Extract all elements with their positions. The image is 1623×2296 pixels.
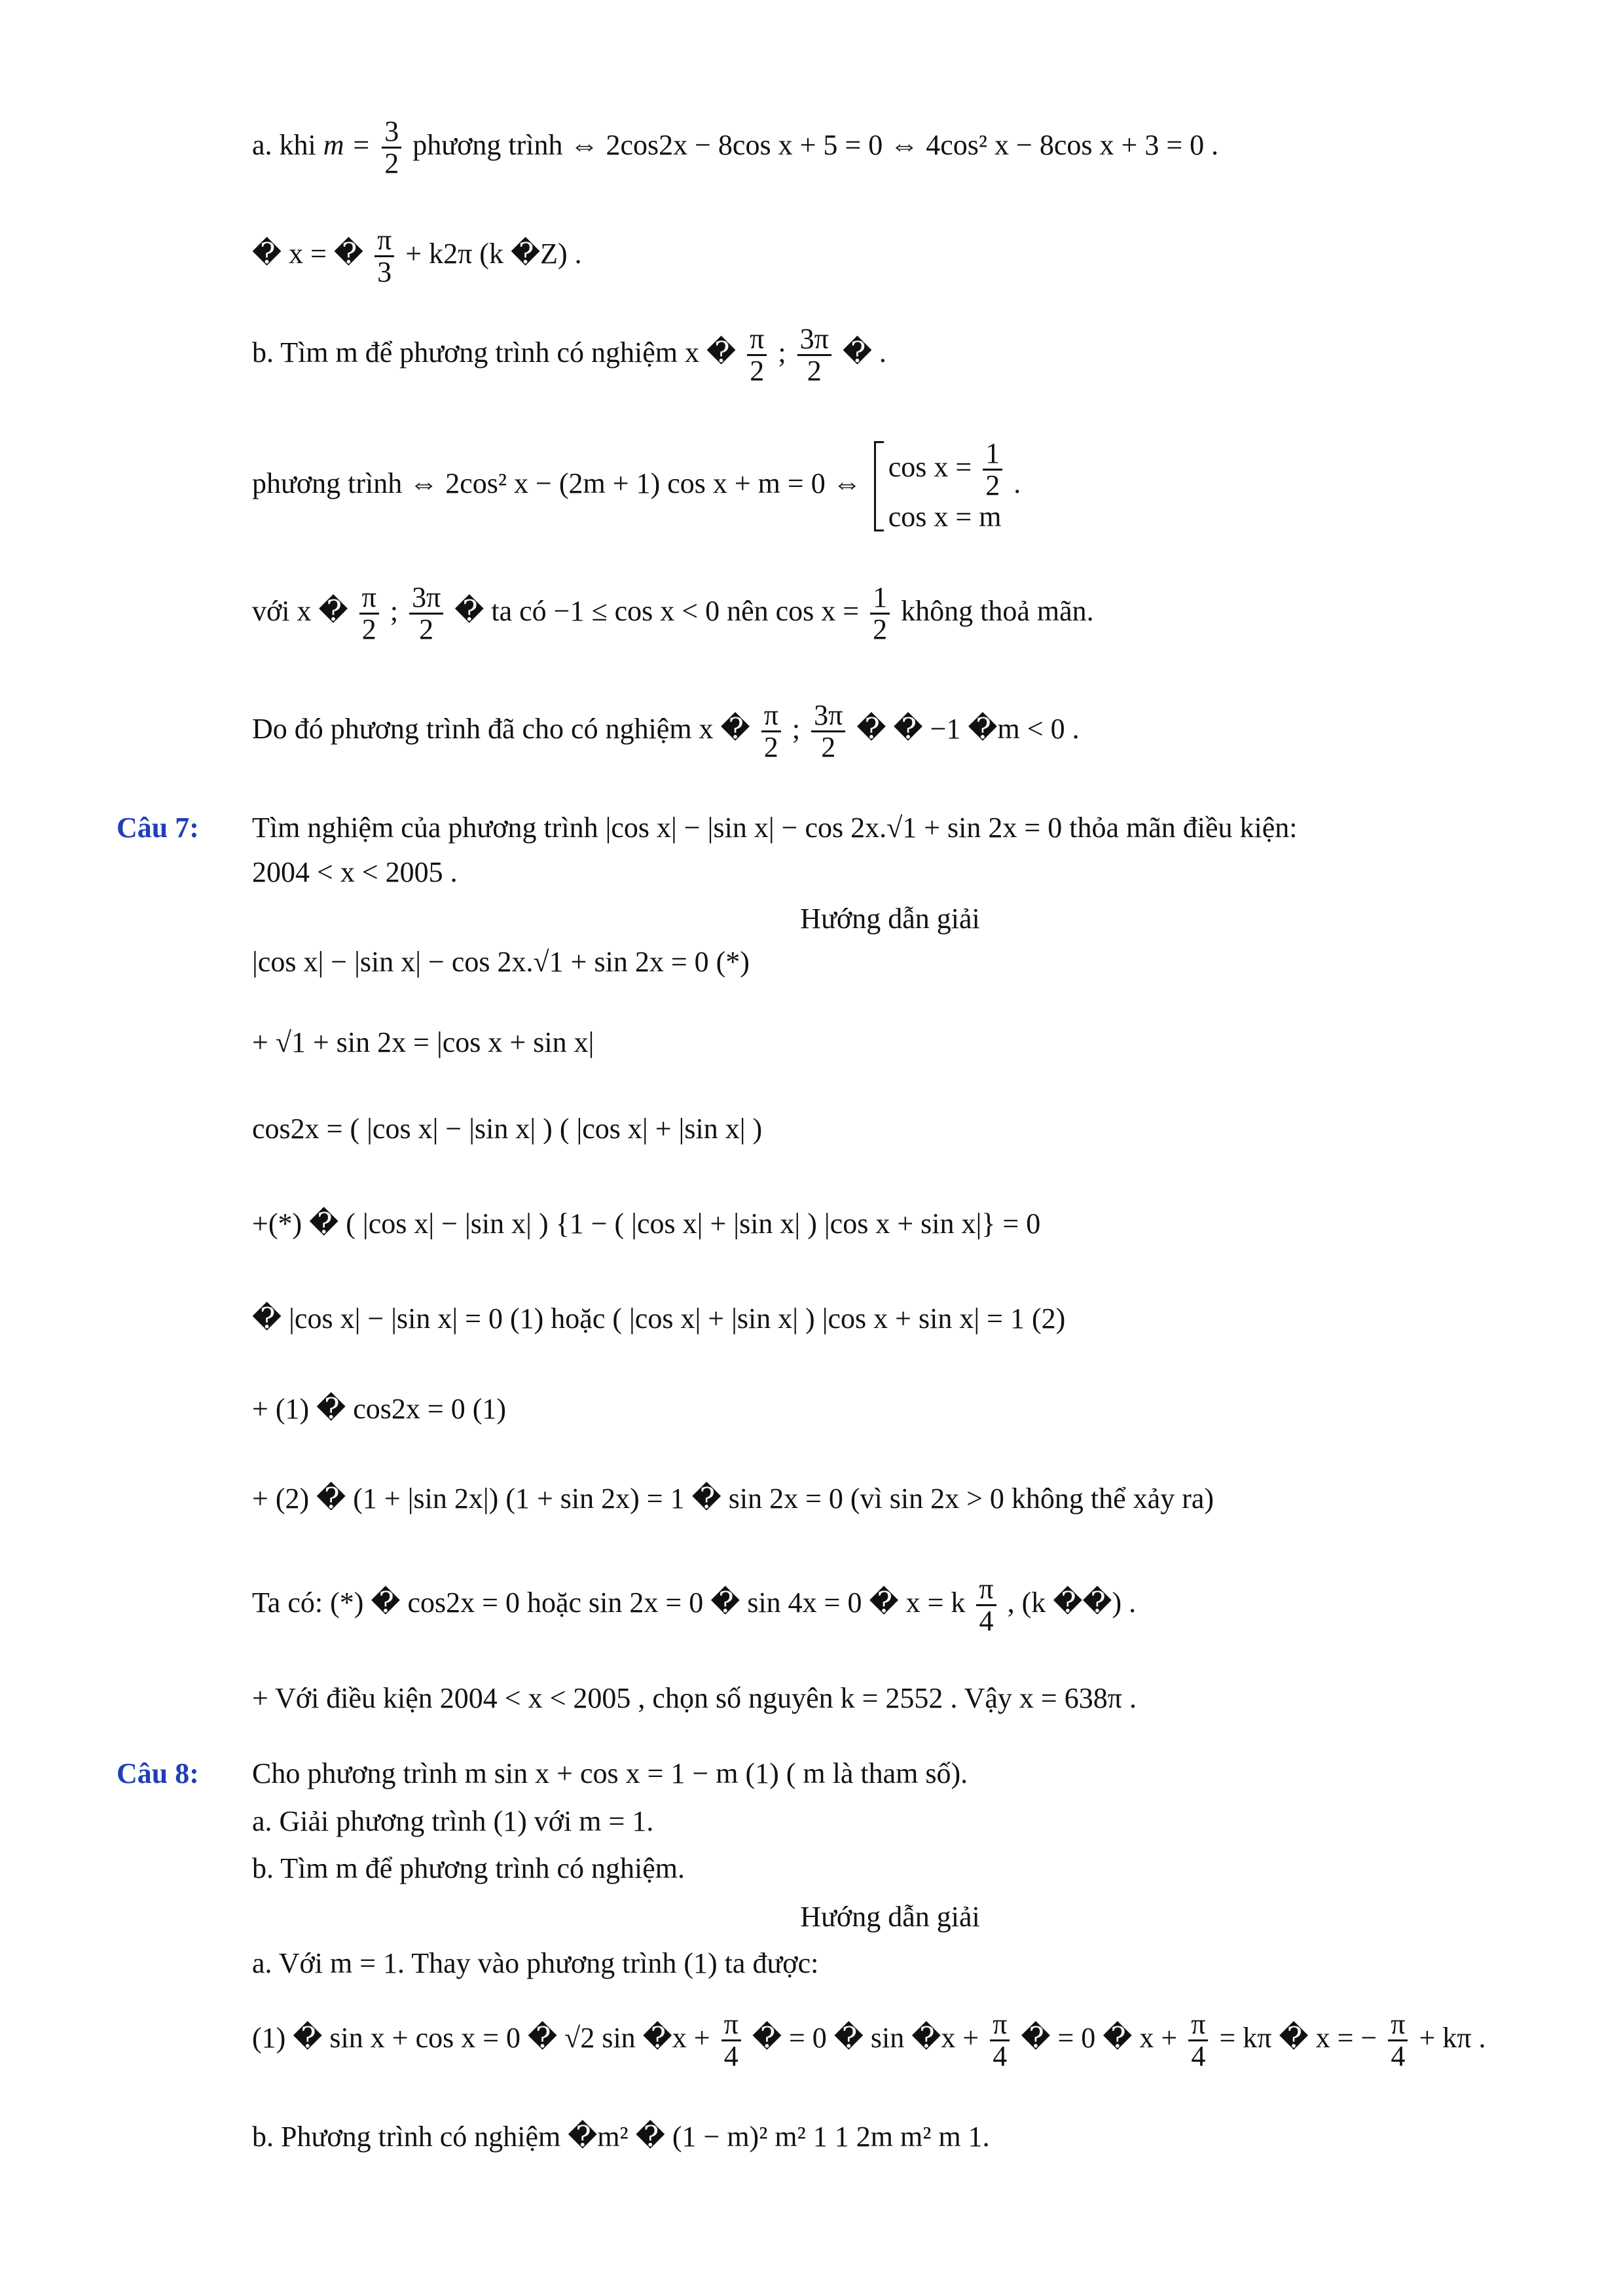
text: cos x =: [888, 450, 972, 483]
text: � � −1 �m < 0 .: [856, 712, 1080, 745]
fraction: [811, 700, 845, 762]
system-line: [888, 501, 1006, 534]
fraction: [990, 2009, 1010, 2072]
denominator: 4: [1191, 2040, 1206, 2073]
question-7-text: Tìm nghiệm của phương trình |cos x| − |sin x| − cos 2x.√1 + sin 2x = 0 thỏa mãn điều kiện:: [252, 812, 1298, 844]
text: phương trình ⇔ 2cos2x − 8cos x + 5 = 0 ⇔ 4cos² x − 8cos x + 3 = 0 .: [412, 128, 1219, 161]
fraction: [374, 225, 394, 287]
denominator: 2: [985, 469, 1000, 502]
text: (1) � sin x + cos x = 0 � √2 sin �x +: [252, 2021, 710, 2054]
equation-quadratic-cos: [252, 439, 1021, 534]
fraction: [983, 439, 1002, 501]
text: Do đó phương trình đã cho có nghiệm x �: [252, 712, 750, 745]
fraction: [870, 583, 890, 645]
text: Ta có: (*) � cos2x = 0 hoặc sin 2x = 0 � sin 4x = 0 � x = k: [252, 1586, 966, 1619]
fraction: [409, 583, 443, 645]
q7-step-3: cos2x = ( |cos x| − |sin x| ) ( |cos x| + |sin x| ): [252, 1113, 763, 1145]
q7-step-6: + (1) � cos2x = 0 (1): [252, 1393, 507, 1425]
numerator: 3π: [409, 583, 443, 615]
denominator: 4: [1391, 2040, 1406, 2073]
question-8-text: Cho phương trình m sin x + cos x = 1 − m (1) ( m là tham số).: [252, 1757, 968, 1789]
text: � = 0 � x +: [1021, 2021, 1178, 2054]
numerator: π: [976, 1574, 996, 1606]
part-b-question: [252, 324, 886, 386]
question-8-part-a: a. Giải phương trình (1) với m = 1.: [252, 1805, 654, 1837]
numerator: π: [721, 2009, 741, 2041]
denominator: 4: [723, 2040, 739, 2073]
q7-step-9: + Với điều kiện 2004 < x < 2005 , chọn số nguyên k = 2552 . Vậy x = 638π .: [252, 1682, 1137, 1714]
fraction: [1388, 2009, 1408, 2072]
fraction: [721, 2009, 741, 2072]
numerator: π: [374, 225, 394, 257]
solution-x-result: [252, 225, 582, 287]
equation-system: [874, 439, 1006, 534]
denominator: 2: [807, 355, 822, 387]
question-7-condition: 2004 < x < 2005 .: [252, 856, 458, 888]
text: + k2π (k �Z) .: [405, 237, 582, 270]
fraction: [976, 1574, 996, 1636]
fraction: [761, 700, 781, 762]
text: với x �: [252, 594, 348, 627]
fraction: [747, 324, 767, 386]
text: phương trình ⇔ 2cos² x − (2m + 1) cos x + m = 0 ⇔: [252, 467, 862, 500]
fraction: [1188, 2009, 1208, 2072]
text: b. Tìm m để phương trình có nghiệm x �: [252, 336, 737, 368]
q8-step-3: b. Phương trình có nghiệm �m² � (1 − m)² m² 1 1 2m m² m 1.: [252, 2121, 990, 2153]
q8-step-2: [252, 2009, 1486, 2072]
numerator: π: [1188, 2009, 1208, 2041]
question-8-label: Câu 8:: [117, 1757, 199, 1789]
fraction: [797, 324, 831, 386]
q7-step-7: + (2) � (1 + |sin 2x|) (1 + sin 2x) = 1 � sin 2x = 0 (vì sin 2x > 0 không thể xảy ra): [252, 1482, 1214, 1515]
numerator: 3: [382, 117, 401, 149]
separator: ;: [792, 712, 801, 745]
question-8-part-b: b. Tìm m để phương trình có nghiệm.: [252, 1852, 685, 1884]
numerator: 1: [870, 583, 890, 615]
fraction: [359, 583, 379, 645]
q7-step-4: +(*) � ( |cos x| − |sin x| ) {1 − ( |cos x| + |sin x| ) |cos x + sin x|} = 0: [252, 1208, 1041, 1240]
denominator: 2: [821, 731, 836, 764]
fraction: [382, 117, 401, 179]
denominator: 4: [993, 2040, 1008, 2073]
guide-heading-7: Hướng dẫn giải: [800, 903, 980, 935]
text: � .: [842, 336, 886, 368]
numerator: π: [761, 700, 781, 732]
text: � x = �: [252, 237, 364, 270]
denominator: 2: [361, 613, 376, 646]
question-7-label: Câu 7:: [117, 812, 199, 844]
system-line: [888, 439, 1006, 501]
q8-step-1: a. Với m = 1. Thay vào phương trình (1) ta được:: [252, 1947, 819, 1979]
text: , (k ��) .: [1007, 1586, 1137, 1619]
numerator: 1: [983, 439, 1002, 471]
denominator: 3: [377, 256, 392, 289]
q7-step-8: [252, 1574, 1136, 1636]
numerator: π: [990, 2009, 1010, 2041]
text: � ta có −1 ≤ cos x < 0 nên cos x =: [454, 594, 860, 627]
text: không thoả mãn.: [901, 594, 1094, 627]
denominator: 2: [763, 731, 778, 764]
text: � = 0 � sin �x +: [752, 2021, 979, 2054]
math-var: m =: [323, 128, 371, 161]
text: a. khi: [252, 128, 316, 161]
denominator: 2: [419, 613, 434, 646]
text: cos x = m: [888, 501, 1002, 533]
q7-step-1: |cos x| − |sin x| − cos 2x.√1 + sin 2x = 0 (*): [252, 946, 750, 978]
denominator: 2: [750, 355, 765, 387]
text: .: [1013, 467, 1021, 500]
q7-step-2: + √1 + sin 2x = |cos x + sin x|: [252, 1026, 594, 1058]
denominator: 4: [979, 1605, 994, 1638]
solution-line-m-three-halves: [252, 117, 1218, 179]
conclusion-line: [252, 700, 1080, 762]
separator: ;: [390, 594, 399, 627]
denominator: 2: [873, 613, 888, 646]
denominator: 2: [384, 147, 399, 180]
numerator: 3π: [797, 324, 831, 356]
numerator: π: [747, 324, 767, 356]
text: + kπ .: [1419, 2021, 1486, 2054]
numerator: 3π: [811, 700, 845, 732]
guide-heading-8: Hướng dẫn giải: [800, 1901, 980, 1933]
numerator: π: [359, 583, 379, 615]
condition-line: [252, 583, 1094, 645]
text: = kπ � x = −: [1219, 2021, 1377, 2054]
q7-step-5: � |cos x| − |sin x| = 0 (1) hoặc ( |cos x| + |sin x| ) |cos x + sin x| = 1 (2): [252, 1302, 1066, 1335]
numerator: π: [1388, 2009, 1408, 2041]
separator: ;: [778, 336, 786, 368]
